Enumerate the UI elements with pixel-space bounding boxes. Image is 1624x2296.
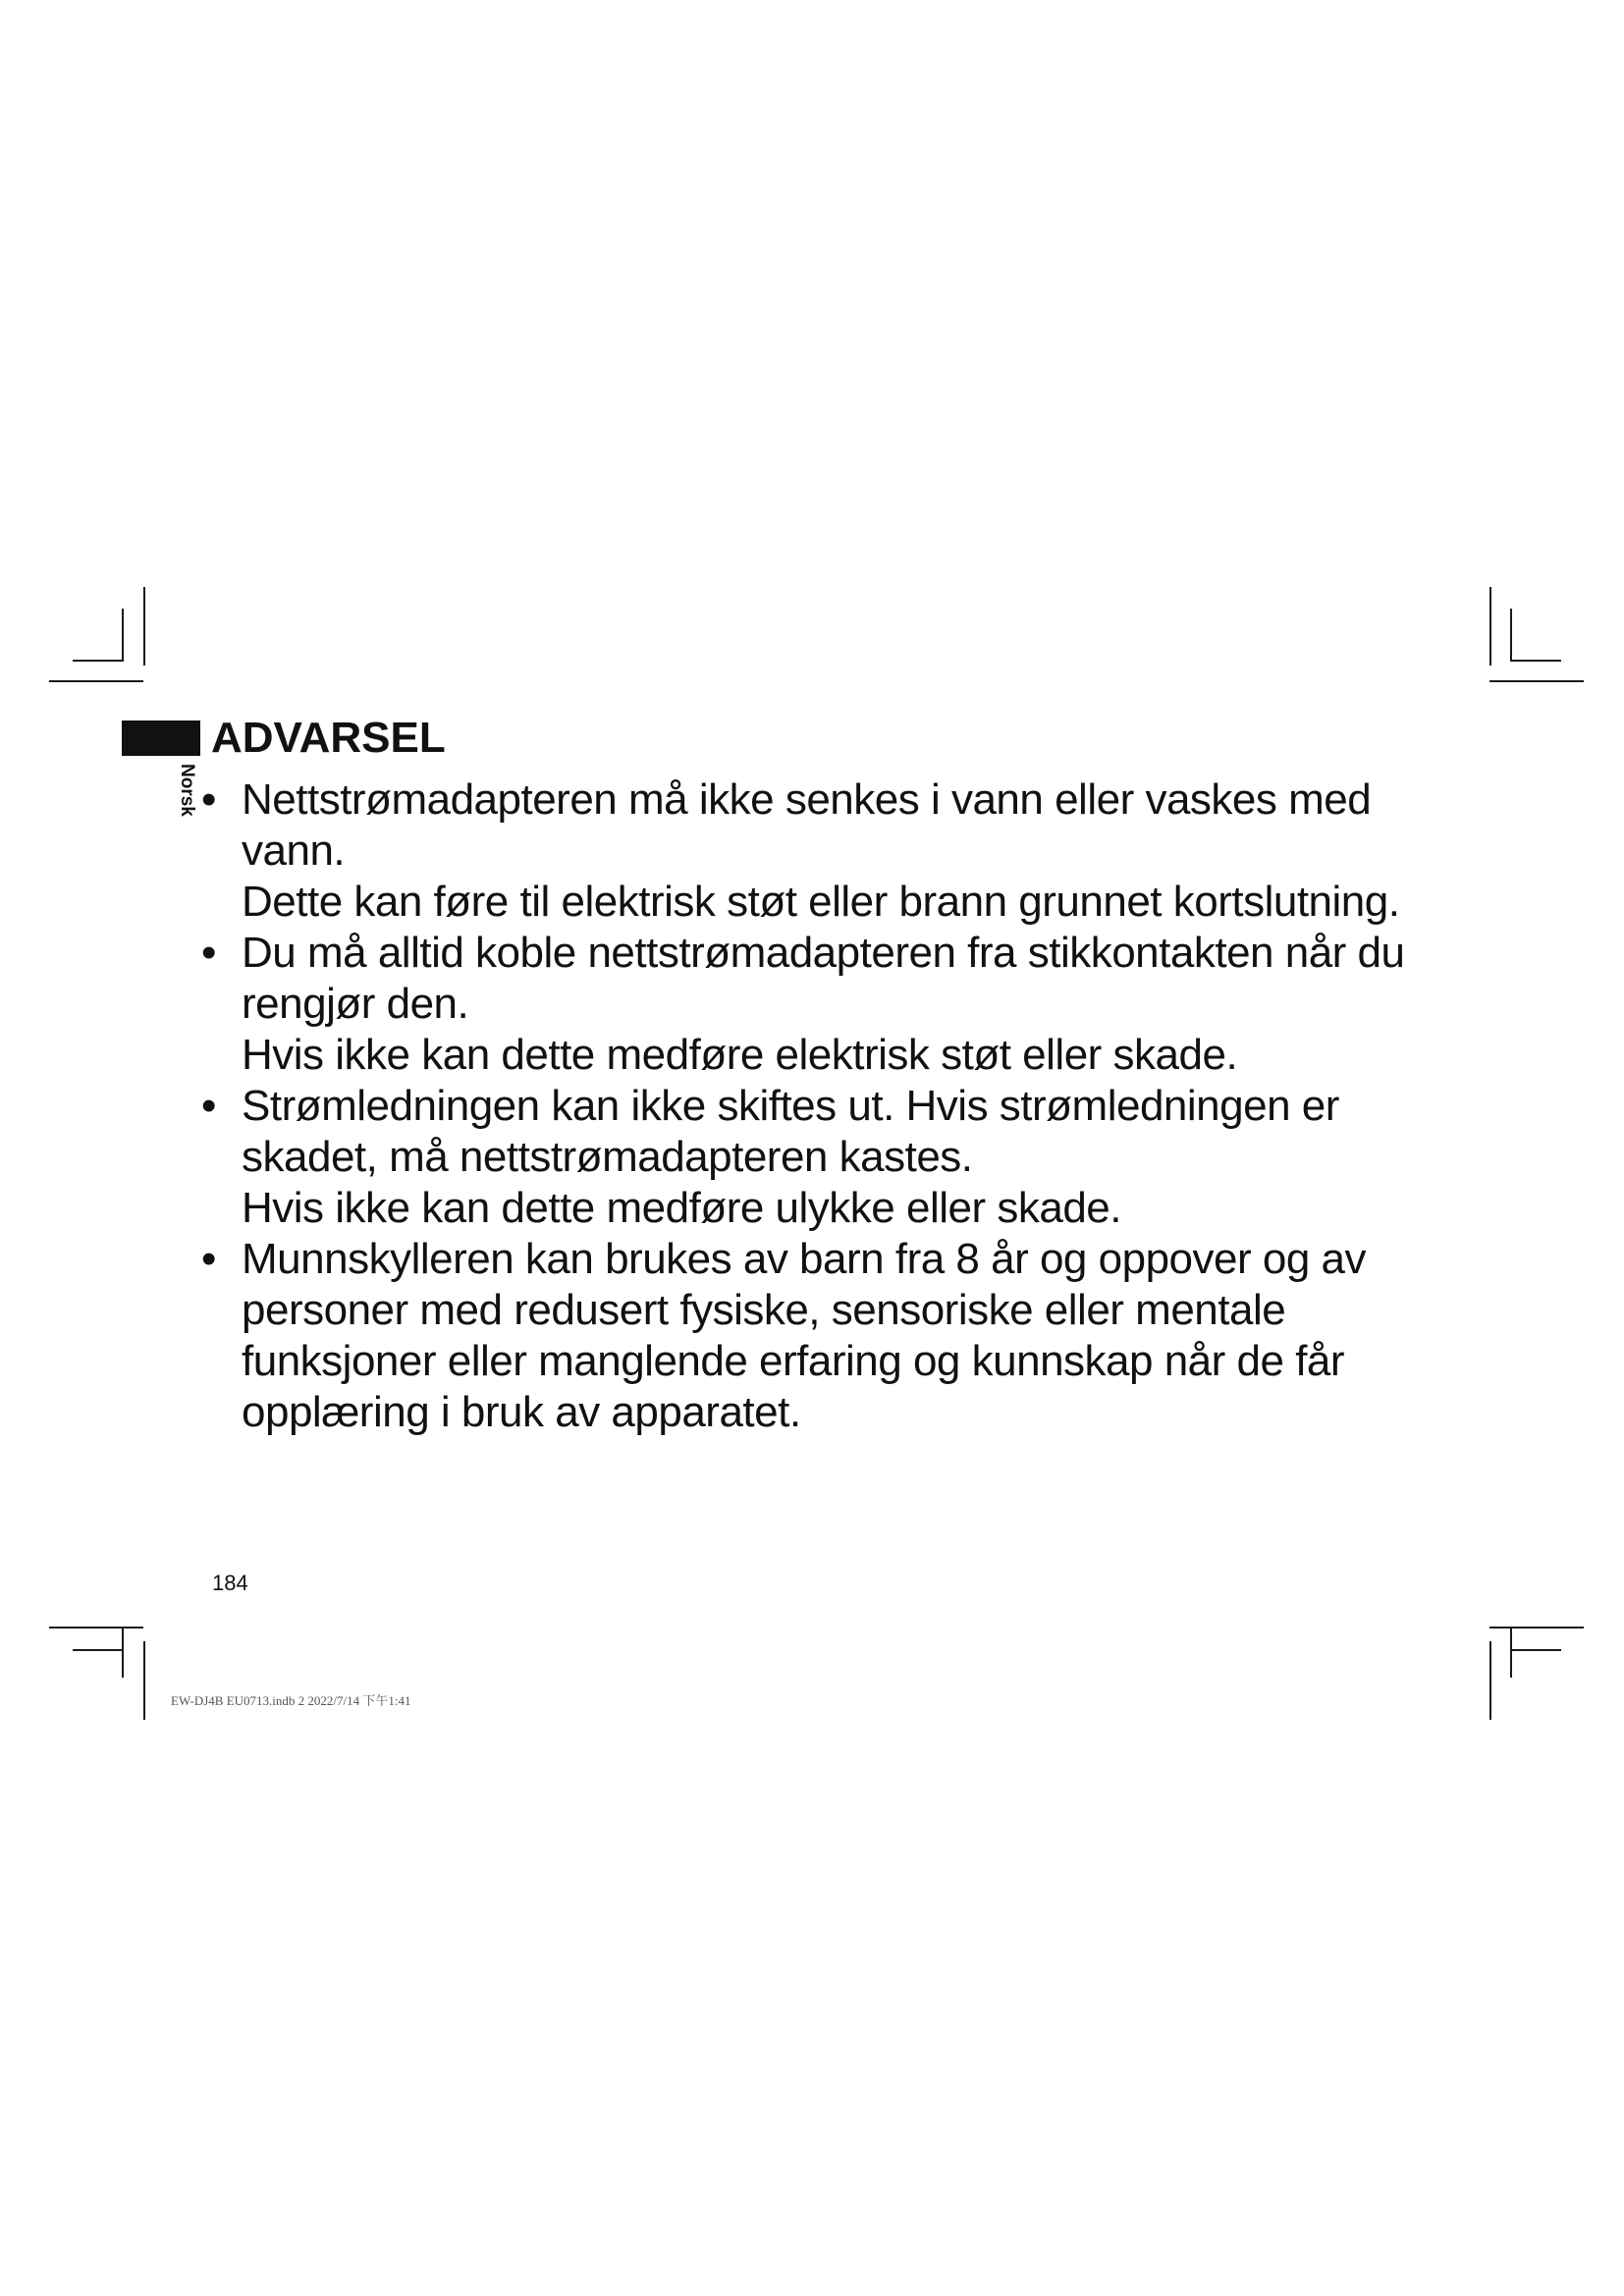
- warning-item: [201, 1081, 1478, 1234]
- crop-mark-top-left-inner-horizontal: [73, 660, 124, 662]
- warning-consequence: Dette kan føre til elektrisk støt eller brann grunnet kortslutning.: [242, 878, 1400, 926]
- crop-mark-top-right-vertical: [1489, 587, 1491, 666]
- crop-mark-top-left-vertical: [143, 587, 145, 666]
- section-heading: ADVARSEL: [211, 714, 446, 762]
- section-marker-bar: [122, 721, 200, 756]
- bullet: •: [201, 929, 217, 977]
- warning-consequence: Hvis ikke kan dette medføre ulykke eller skade.: [242, 1184, 1121, 1232]
- crop-mark-top-left-horizontal: [49, 680, 143, 682]
- crop-mark-bottom-left-inner-horizontal: [73, 1649, 124, 1651]
- warning-text: Munnskylleren kan brukes av barn fra 8 år og oppover og av personer med redusert fysiske, sensoriske eller mentale funksjoner eller manglende erfaring og kunnskap når de får opplæring i bruk av apparatet.: [242, 1235, 1366, 1436]
- language-tab: Norsk: [177, 764, 197, 817]
- crop-mark-bottom-right-vertical: [1489, 1641, 1491, 1720]
- crop-mark-top-right-inner-horizontal: [1510, 660, 1561, 662]
- crop-mark-bottom-right-inner-vertical: [1510, 1627, 1512, 1678]
- crop-mark-top-right-horizontal: [1489, 680, 1584, 682]
- crop-mark-bottom-left-inner-vertical: [122, 1627, 124, 1678]
- warning-list: [201, 774, 1478, 1438]
- warning-text: Nettstrømadapteren må ikke senkes i vann eller vaskes med vann.: [242, 775, 1372, 875]
- bullet: •: [201, 775, 217, 824]
- bullet: •: [201, 1082, 217, 1130]
- crop-mark-bottom-left-vertical: [143, 1641, 145, 1720]
- crop-mark-bottom-right-inner-horizontal: [1510, 1649, 1561, 1651]
- warning-item: [201, 1234, 1478, 1438]
- crop-mark-bottom-right-horizontal: [1489, 1627, 1584, 1629]
- warning-item: [201, 774, 1478, 928]
- bullet: •: [201, 1235, 217, 1283]
- warning-text: Du må alltid koble nettstrømadapteren fra stikkontakten når du rengjør den.: [242, 929, 1405, 1028]
- warning-text: Strømledningen kan ikke skiftes ut. Hvis strømledningen er skadet, må nettstrømadapteren kastes.: [242, 1082, 1339, 1181]
- crop-mark-bottom-left-horizontal: [49, 1627, 143, 1629]
- crop-mark-top-right-inner-vertical: [1510, 609, 1512, 660]
- warning-consequence: Hvis ikke kan dette medføre elektrisk støt eller skade.: [242, 1031, 1238, 1079]
- print-slug: EW-DJ4B EU0713.indb 2 2022/7/14 下午1:41: [171, 1693, 411, 1708]
- page-number: 184: [212, 1571, 248, 1595]
- warning-item: [201, 928, 1478, 1081]
- crop-mark-top-left-inner-vertical: [122, 609, 124, 660]
